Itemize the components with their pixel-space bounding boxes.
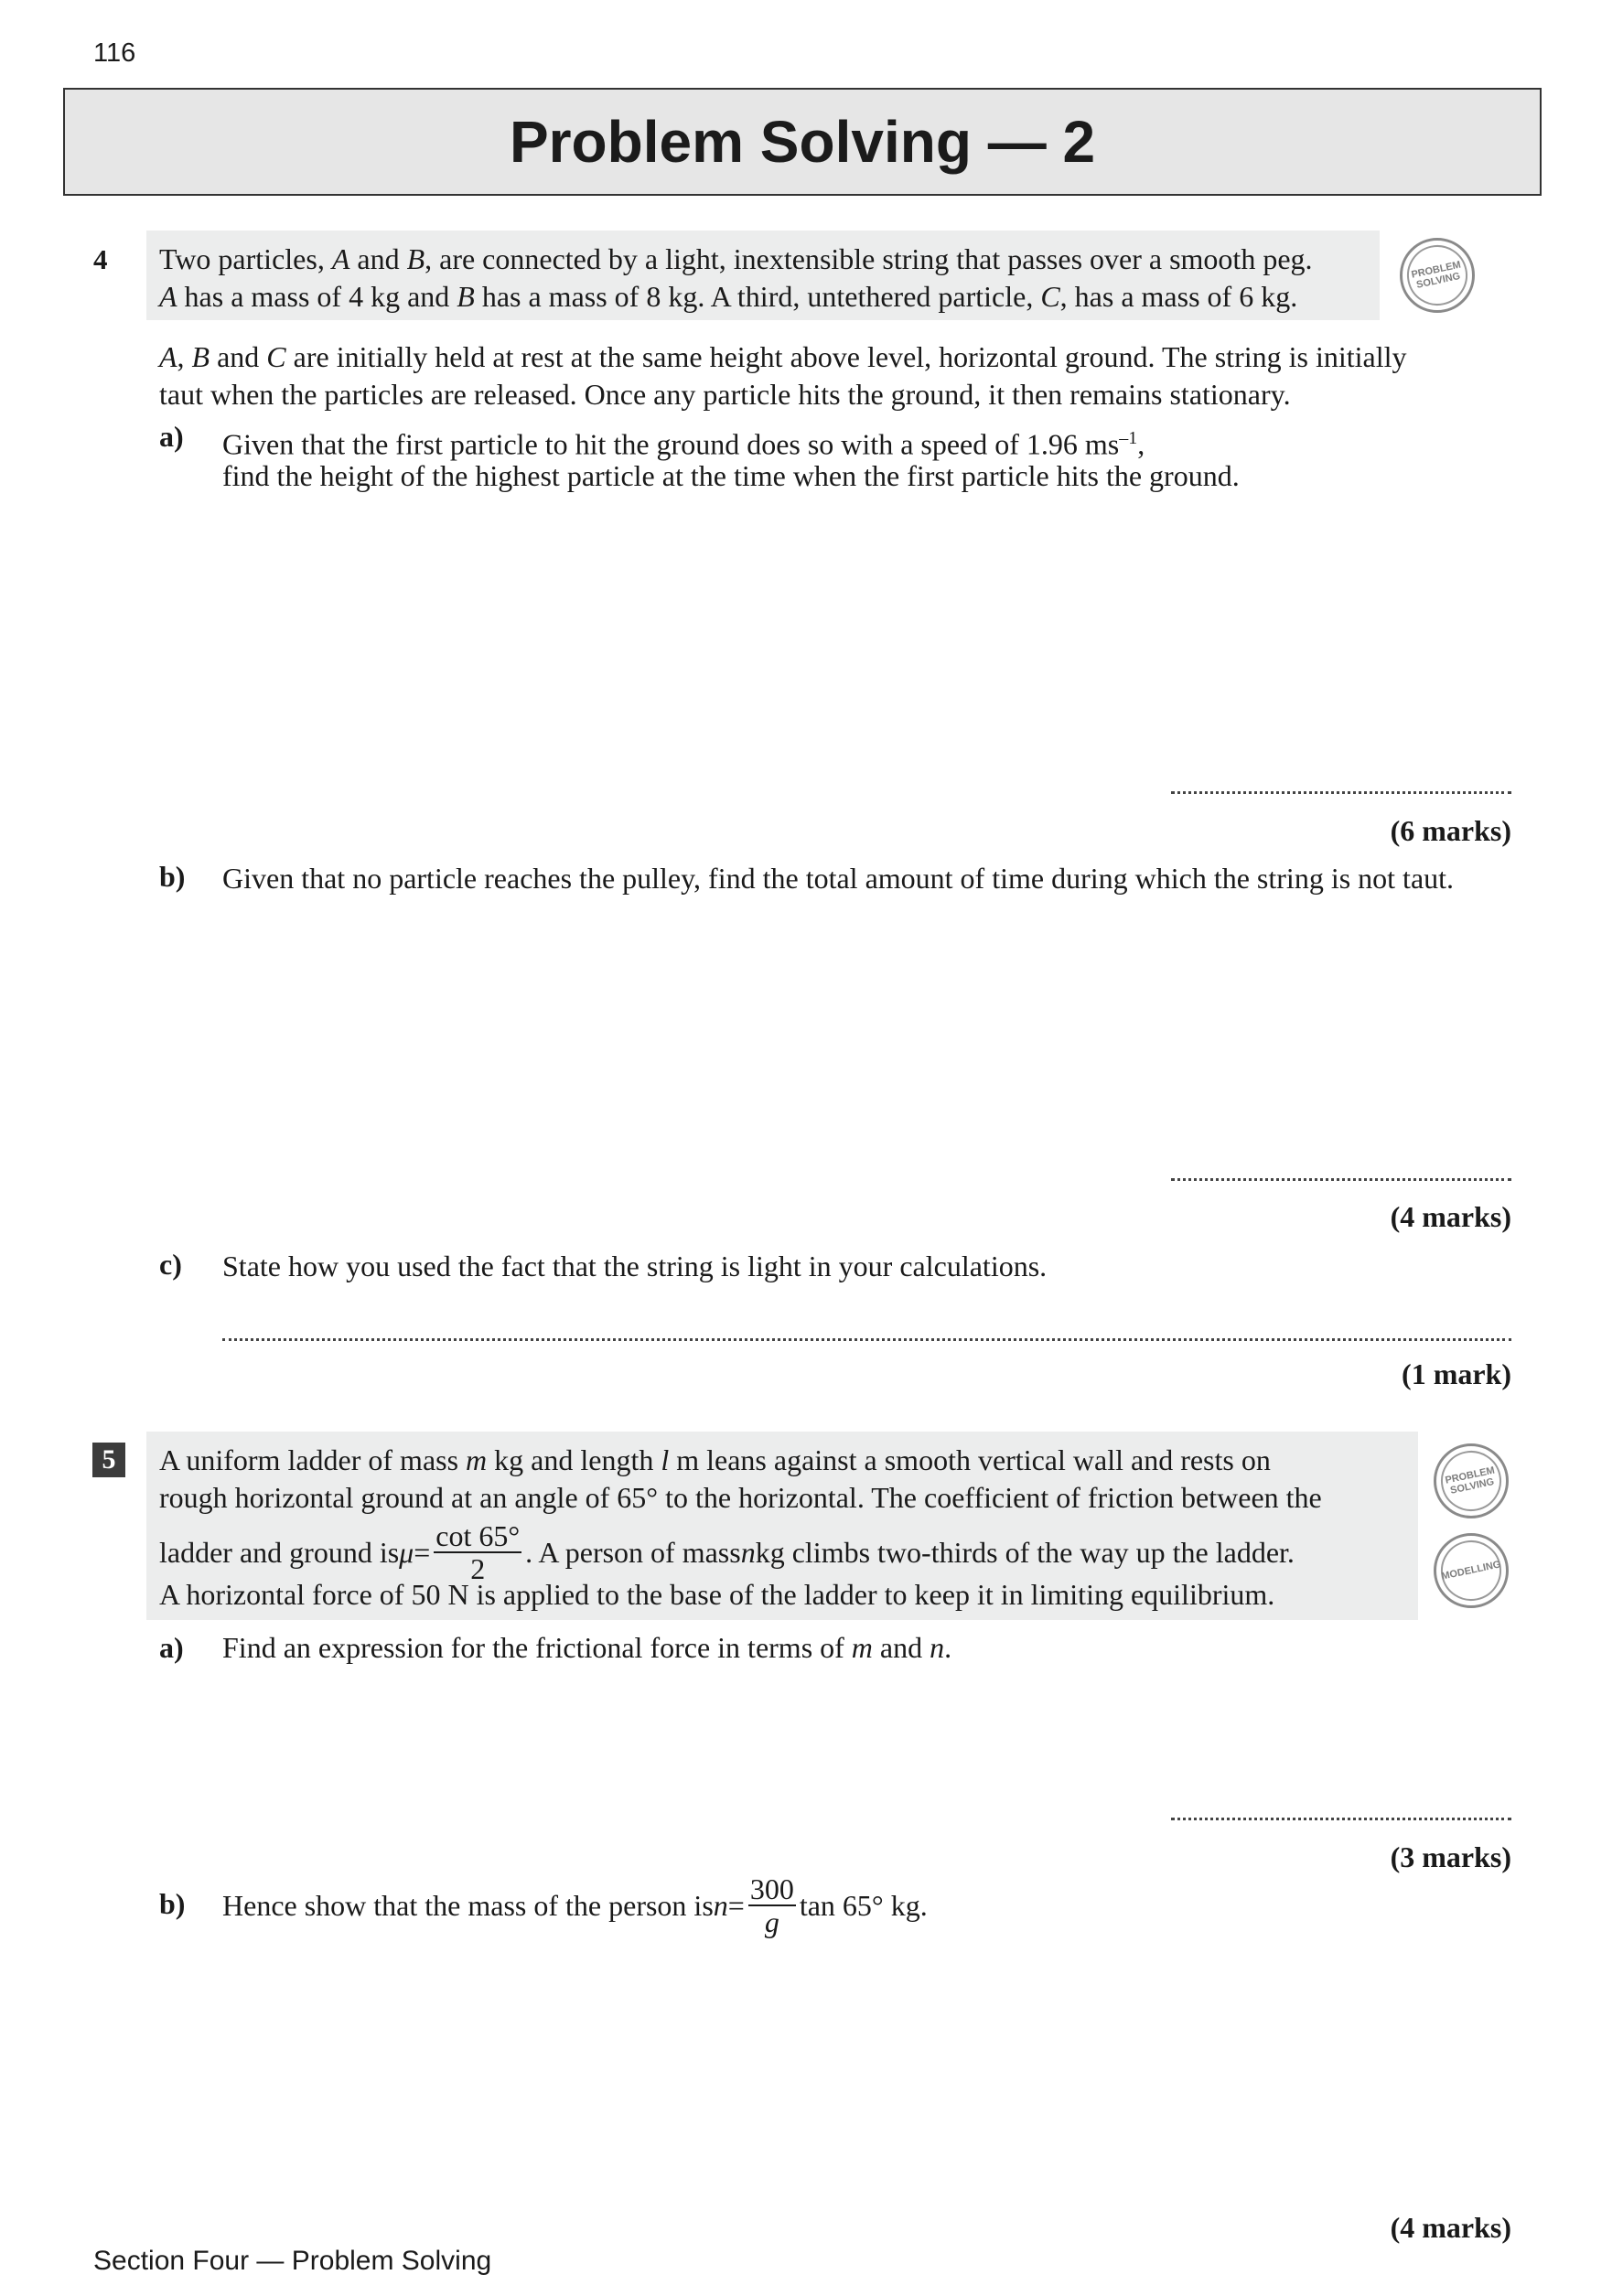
q5b-label: b) xyxy=(159,1887,186,1920)
mu-fraction: $\frac{\cot 65^\circ}{2}$ xyxy=(435,1519,521,1585)
q4c-answer-line[interactable] xyxy=(222,1338,1511,1341)
title-banner xyxy=(63,88,1542,196)
q4c-label: c) xyxy=(159,1248,182,1281)
q4b-answer-line[interactable] xyxy=(1171,1178,1511,1181)
n-fraction: $\frac{300}{g}$ xyxy=(749,1872,794,1938)
q4a-marks: (6 marks) xyxy=(1390,814,1511,847)
q5a-answer-line[interactable] xyxy=(1171,1818,1511,1820)
footer-section-label: Section Four — Problem Solving xyxy=(93,2246,492,2276)
q4-body-line-2: taut when the particles are released. Once any particle hits the ground, it then remains stationary. xyxy=(159,378,1291,411)
q4a-answer-line[interactable] xyxy=(1171,791,1511,794)
question-5-number: 5 xyxy=(92,1443,125,1477)
q4-body-line-1: A, B and C are initially held at rest at the same height above level, horizontal ground. The string is initially xyxy=(159,340,1407,373)
q4b-label: b) xyxy=(159,860,186,893)
q4b-text: Given that no particle reaches the pulley, find the total amount of time during which the string is not taut. xyxy=(222,862,1455,895)
q4c-marks: (1 mark) xyxy=(1402,1357,1511,1390)
q5-line-2: rough horizontal ground at an angle of 65° to the horizontal. The coefficient of friction between the xyxy=(159,1481,1322,1514)
q4a-line-1: Given that the first particle to hit the ground does so with a speed of 1.96 $ms^{-1}$, xyxy=(222,427,1145,461)
q5a-label-row: a) xyxy=(159,1631,184,1664)
problem-solving-stamp-icon: PROBLEM SOLVING xyxy=(1434,1443,1509,1518)
page-number: 116 xyxy=(93,38,136,68)
q4-intro-line-2: A has a mass of 4 kg and B has a mass of 8 kg. A third, untethered particle, C, has a mass of 6 kg. xyxy=(159,280,1298,313)
q5b-marks: (4 marks) xyxy=(1390,2211,1511,2244)
problem-solving-stamp-icon: PROBLEM SOLVING xyxy=(1400,238,1475,313)
q4a-label: a) xyxy=(159,420,184,453)
q5a-marks: (3 marks) xyxy=(1390,1840,1511,1873)
question-4-number: 4 xyxy=(93,243,108,275)
page-title: Problem Solving — 2 xyxy=(509,109,1096,175)
q5-line-1: A uniform ladder of mass m kg and length l m leans against a smooth vertical wall and rests on xyxy=(159,1443,1271,1476)
q4-intro-line-1: Two particles, A and B, are connected by a light, inextensible string that passes over a smooth peg. xyxy=(159,242,1313,275)
q5-line-3: ladder and ground is μ = $\frac{\cot 65^\circ}{2}$ . A person of mass n kg climbs two-thirds of the way up the ladder. xyxy=(159,1519,1295,1585)
q5b-text: Hence show that the mass of the person is n = $\frac{300}{g}$ tan 65° kg. xyxy=(222,1872,928,1938)
q5a-text: Find an expression for the frictional force in terms of m and n. xyxy=(222,1631,952,1664)
q4a-line-2: find the height of the highest particle at the time when the first particle hits the ground. xyxy=(222,459,1240,492)
modelling-stamp-icon: MODELLING xyxy=(1434,1533,1509,1608)
q5-line-4: A horizontal force of 50 N is applied to the base of the ladder to keep it in limiting equilibrium. xyxy=(159,1578,1275,1611)
q4b-marks: (4 marks) xyxy=(1390,1200,1511,1233)
q4c-text: State how you used the fact that the string is light in your calculations. xyxy=(222,1250,1048,1282)
